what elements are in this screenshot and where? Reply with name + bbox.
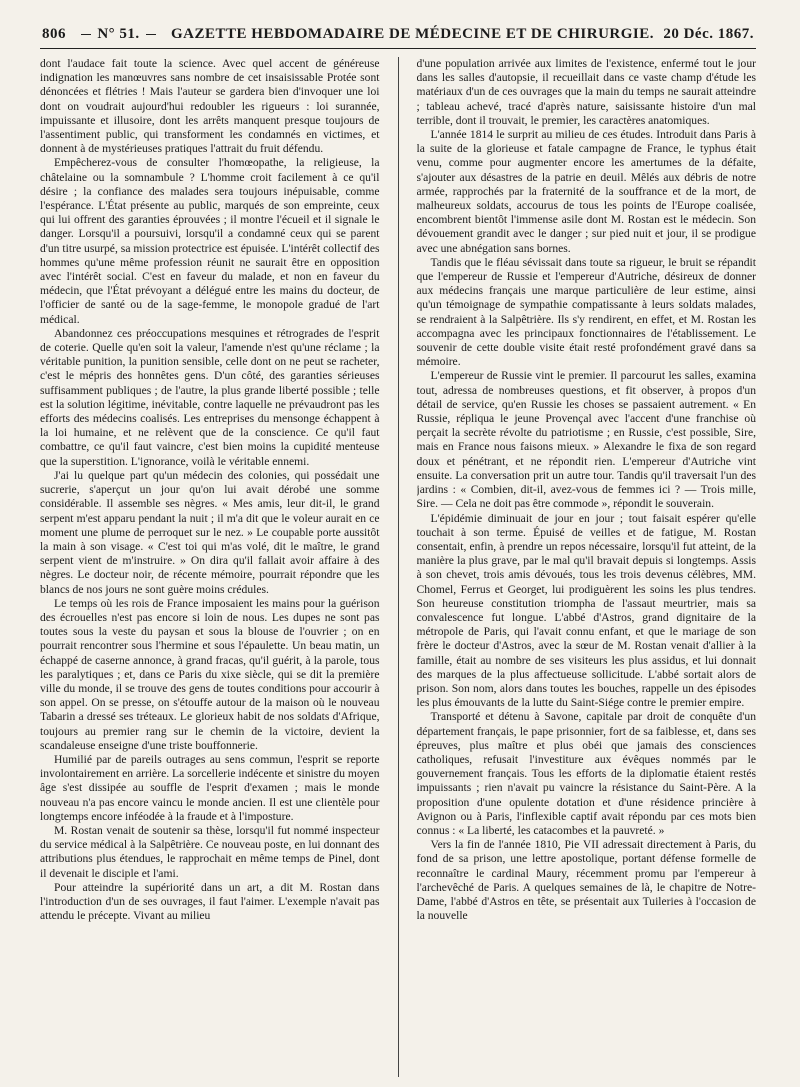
paragraph: L'épidémie diminuait de jour en jour ; tout faisait espérer qu'elle touchait à son terme. Épuisé de veilles et de fatigue, M. Rostan consentait, enfin, à prendre un repos nécessaire, lorsqu'il fut atteint, de la manière la plus grave, par le mal qu'il bravait depuis si longtemps. Assis à son chevet, trois amis dévoués, tous les trois devenus célèbres, MM. Chomel, Ferrus et Georget, lui prodiguèrent les soins les plus tendres. Son heureuse constitution triompha de l'assaut meurtrier, mais sa convalescence fut longue. L'abbé d'Astros, grand dignitaire de la métropole de Paris, qui l'avait connu enfant, et que le mariage de son frère le docteur d'Astros, avec la sœur de M. Rostan venait d'allier à la famille, était au nombre de ses visiteurs les plus assidus, et lui donnait des marques de la plus affectueuse sollicitude. L'abbé sortait alors de prison. Son nom, alors dans toutes les bouches, rappelle un des épisodes les plus émouvants de la lutte du Saint-Siége contre le premier empire. (416, 511, 756, 710)
paragraph: Transporté et détenu à Savone, capitale par droit de conquête d'un département français, le pape prisonnier, fort de sa faiblesse, et, dans ses épreuves, plus maître et plus obéi que jamais des consciences catholiques, refusait l'investiture aux évêques nommés par le gouvernement français. Tous les efforts de la diplomatie étaient restés impuissants ; rien n'avait pu vaincre la résistance du Saint-Père. A la proposition d'une opulente dotation et d'une résidence princière à Avignon ou à Paris, l'inflexible captif avait répondu par ces mots bien connus : « La liberté, les catacombes et la pauvreté. » (416, 710, 756, 837)
paragraph: Vers la fin de l'année 1810, Pie VII adressait directement à Paris, du fond de sa prison, une lettre apostolique, portant défense formelle de reconnaître le cardinal Maury, récemment promu par l'empereur à l'archevêché de Paris. A quelques semaines de là, le chapitre de Notre-Dame, l'abbé d'Astros en tête, se présentait aux Tuileries à l'occasion de la nouvelle (416, 838, 756, 923)
journal-title: GAZETTE HEBDOMADAIRE DE MÉDECINE ET DE CHIRURGIE. (170, 26, 655, 42)
text-columns (40, 57, 756, 1077)
paragraph: J'ai lu quelque part qu'un médecin des colonies, qui possédait une sucrerie, s'aperçut un jour qu'on lui avait dérobé une somme considérable. Il assemble ses nègres. « Mes amis, leur dit-il, le grand serpent m'est apparu pendant la nuit ; il m'a dit que le voleur aurait en ce moment une plume de perroquet sur le nez. » Le coupable porte aussitôt la main à son visage. « C'est toi qui m'as volé, dit le maître, le grand serpent vient de m'instruire. » On dira qu'il fallait avoir affaire à des nègres. Le docteur noir, de récente mémoire, pourrait répondre que les blancs de nos jours ne sont guère moins crédules. (40, 468, 380, 596)
paragraph: L'année 1814 le surprit au milieu de ces études. Introduit dans Paris à la suite de la glorieuse et fatale campagne de France, le typhus était venu, comme pour augmenter encore les amertumes de la défaite, s'ajouter aux désastres de la patrie en deuil. Mêlés aux débris de notre armée, rapprochés par la fraternité de la souffrance et de la mort, de malheureux soldats, accourus de tous les points de l'Europe coalisée, encombrent bientôt l'immense asile dont M. Rostan est le médecin. Son dévouement grandit avec le danger ; sur pied nuit et jour, il se prodigue avec une abnégation sans bornes. (416, 128, 756, 255)
paragraph: L'empereur de Russie vint le premier. Il parcourut les salles, examina tout, adressa de nombreuses questions, et fit observer, à propos d'un détail de service, qu'en Russie les choses se passaient autrement. « En Russie, répliqua le jeune Provençal avec l'accent d'une franchise où perçait la secrète révolte du patriotisme ; en Russie, c'est possible, Sire, mais en France nous faisons mieux. » Alexandre le fixa de son regard doux et pénétrant, et ne répondit rien. L'empereur d'Autriche vint ensuite. La conversation prit un autre tour. Tandis qu'il traversait l'un des jardins : « Combien, dit-il, avez-vous de femmes ici ? — Trois mille, Sire. — Cela ne doit pas être commode », répondit le souverain. (416, 369, 756, 511)
issue-number: N° 51. (75, 26, 161, 43)
left-column (40, 57, 380, 1077)
paragraph: d'une population arrivée aux limites de l'existence, enfermé tout le jour dans les salles d'autopsie, il recueillait dans ce vaste champ d'étude les matériaux d'un de ces ouvrages que la main du temps ne saurait atteindre ; tableau achevé, tracé d'après nature, saisissante histoire d'un mal terrible, dont il trouvait, le premier, les caractères anatomiques. (416, 57, 756, 127)
paragraph: dont l'audace fait toute la science. Avec quel accent de généreuse indignation les manœuvres sans nombre de cet insaisissable Protée sont dénoncées et flétries ! Mais l'auteur se gardera bien d'invoquer une loi dont on voudrait aujourd'hui redoubler les rigueurs : loi surannée, impuissante et illusoire, dont les arrêts manquent presque toujours de l'assentiment public, qui transforment les condamnés en victimes, et donnent à de mystérieuses pratiques l'attrait du fruit défendu. (40, 57, 380, 156)
paragraph: Humilié par de pareils outrages au sens commun, l'esprit se reporte involontairement en arrière. La sorcellerie indécente et sinistre du moyen âge s'est dissipée au souffle de l'esprit d'examen ; mais le monde nouveau n'a pas encore vaincu le monde ancien. Il est une clientèle pour longtemps encore inféodée à la fraude et à l'imposture. (40, 752, 380, 823)
paragraph: Tandis que le fléau sévissait dans toute sa rigueur, le bruit se répandit que l'empereur de Russie et l'empereur d'Autriche, désireux de donner aux médecins français une marque particulière de leur estime, ainsi qu'un témoignage de sympathie compatissante à leurs soldats malades, se rendraient à la Salpêtrière. Ils s'y rendirent, en effet, et M. Rostan les accompagna avec les principaux fonctionnaires de l'établissement. Le souvenir de cette double visite était resté profondément gravé dans sa mémoire. (416, 255, 756, 369)
right-column (417, 57, 757, 1077)
column-divider (398, 57, 399, 1077)
paragraph: Abandonnez ces préoccupations mesquines et rétrogrades de l'esprit de coterie. Quelle qu'en soit la valeur, l'amende n'est qu'une réclame ; la véritable punition, la punition sensible, celle dont on ne peut se racheter, c'est le mépris des honnêtes gens. D'un côté, des garanties sérieuses suffisamment publiques ; de l'autre, la plus grande liberté possible ; telle est la solution légitime, inévitable, contre laquelle ne prévaudront pas les efforts des médecins coalisés. Les entreprises du mensonge échappent à la loi humaine, et ne relèvent que de la conscience. Ce qu'il faut combattre, ce qu'il faut vaincre, c'est bien moins la cupidité menteuse que la superstition. L'ignorance, voilà le véritable ennemi. (40, 326, 380, 468)
page-number: 806 (42, 26, 66, 42)
issue-date: 20 Déc. 1867. (663, 26, 754, 42)
paragraph: M. Rostan venait de soutenir sa thèse, lorsqu'il fut nommé inspecteur du service médical à la Salpêtrière. Ce nouveau poste, en lui donnant des attributions plus étendues, le rapprochait en même temps de Pinel, dont il devenait le disciple et l'ami. (40, 823, 380, 880)
paragraph: Pour atteindre la supériorité dans un art, a dit M. Rostan dans l'introduction d'un de ses ouvrages, il faut l'aimer. L'exemple n'avait pas attendu le précepte. Vivant au milieu (40, 880, 380, 923)
paragraph: Le temps où les rois de France imposaient les mains pour la guérison des écrouelles n'est pas encore si loin de nous. Les dupes ne sont pas toutes sous la veste du paysan et sous la blouse de l'ouvrier ; on en pourrait rencontrer sous l'hermine et sous l'épaulette. Un beau matin, un échappé de caserne annonce, à grand fracas, qu'il guérit, à la parole, tous les paralytiques ; et, dans ce Paris du xixe siècle, qui se dit la première ville du monde, il se trouve des gens de toutes conditions pour accourir à son appel. On se presse, on s'étouffe autour de la maison où le nouveau Tabarin a dressé ses tréteaux. Le glorieux habit de nos soldats d'Afrique, toujours au premier rang sur le chemin de la victoire, devient la scandaleuse enseigne d'une triste bouffonnerie. (40, 596, 380, 752)
running-header (40, 26, 756, 49)
paragraph: Empêcherez-vous de consulter l'homœopathe, la religieuse, la châtelaine ou la somnambule ? L'homme croit facilement à ce qu'il désire ; la confiance des malades sera toujours inépuisable, comme l'espérance. L'État présente au public, marqués de son empreinte, ceux qui lui offrent des garanties éprouvées ; il montre l'écueil et il signale le danger. Lorsqu'il a poursuivi, lorsqu'il a condamné ceux qui se parent d'un titre usurpé, sa mission protectrice est épuisée. L'intérêt collectif des hommes qu'une même profession réunit ne saurait être en opposition avec l'intérêt social. C'est en faveur du malade, et non en faveur du médecin, que l'État prévoyant a délégué entre les mains du docteur, de l'officier de santé ou de la sage-femme, le monopole gradué de l'art médical. (40, 156, 380, 326)
